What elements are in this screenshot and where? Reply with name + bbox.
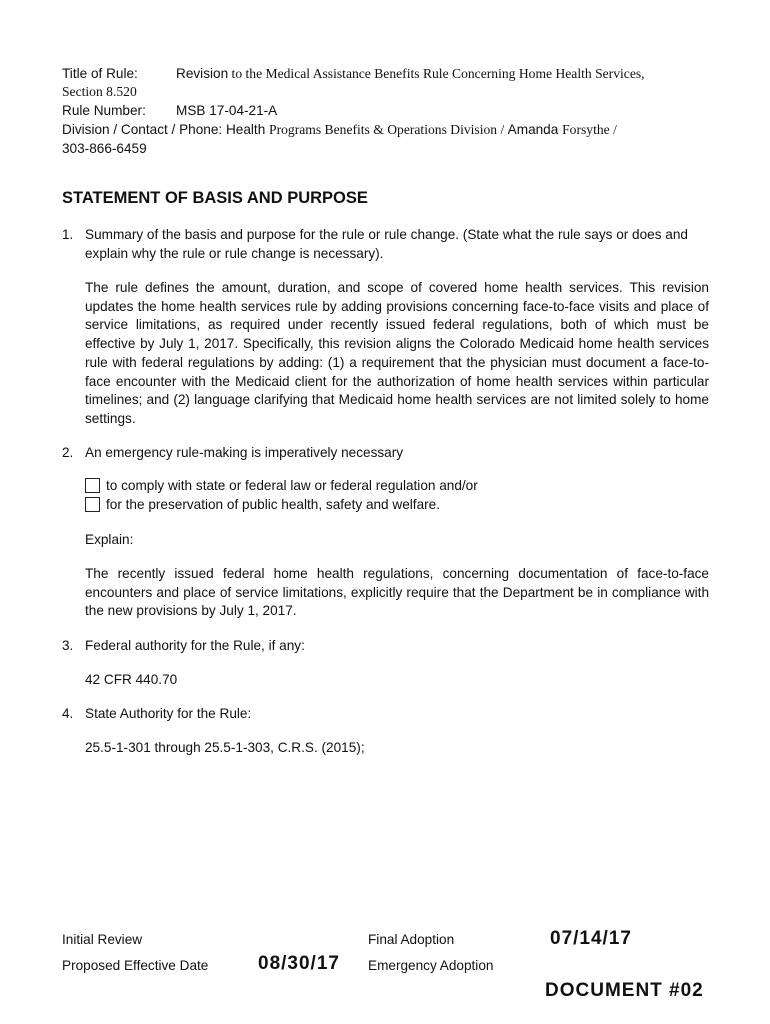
title-of-rule-label: Title of Rule: xyxy=(62,66,138,81)
division-value-a: Health xyxy=(222,122,270,137)
comply-checkbox-label: to comply with state or federal law or federal regulation and/or xyxy=(106,478,478,493)
title-of-rule-line xyxy=(62,64,645,83)
title-of-rule-value-a: Revision xyxy=(176,66,229,81)
item-4-question: State Authority for the Rule: xyxy=(85,706,252,721)
comply-checkbox[interactable] xyxy=(85,478,100,493)
item-1-number: 1. xyxy=(62,227,74,242)
explain-label: Explain: xyxy=(85,532,134,547)
rule-number-label: Rule Number: xyxy=(62,103,146,118)
emergency-adoption-label: Emergency Adoption xyxy=(368,958,494,973)
item-3-number: 3. xyxy=(62,638,74,653)
item-2-question: An emergency rule-making is imperatively necessary xyxy=(85,445,404,460)
final-adoption-date: 07/14/17 xyxy=(550,928,632,949)
item-4 xyxy=(62,705,712,724)
item-2 xyxy=(62,444,712,463)
initial-review-label: Initial Review xyxy=(62,932,143,947)
rule-number-line xyxy=(62,101,277,120)
item-3-question: Federal authority for the Rule, if any: xyxy=(85,638,305,653)
preservation-checkbox-label: for the preservation of public health, safety and welfare. xyxy=(106,497,440,512)
checkbox-row-comply[interactable] xyxy=(85,477,478,495)
division-value-c: Amanda xyxy=(507,122,563,137)
item-2-number: 2. xyxy=(62,445,74,460)
rule-number-value: MSB 17-04-21-A xyxy=(176,103,278,118)
item-1-question: Summary of the basis and purpose for the rule or rule change. (State what the rule says or does and explain why the rule or rule change is necessary). xyxy=(85,227,688,261)
division-line xyxy=(62,120,617,139)
statement-title: STATEMENT OF BASIS AND PURPOSE xyxy=(62,189,368,207)
contact-phone: 303-866-6459 xyxy=(62,141,147,156)
preservation-checkbox[interactable] xyxy=(85,497,100,512)
proposed-effective-label: Proposed Effective Date xyxy=(62,958,209,973)
item-1 xyxy=(62,226,712,263)
title-of-rule-value-b: to the Medical Assistance Benefits Rule Concerning Home Health Services, xyxy=(228,66,645,81)
item-3-answer: 42 CFR 440.70 xyxy=(85,672,178,687)
item-4-answer: 25.5-1-301 through 25.5-1-303, C.R.S. (2015); xyxy=(85,740,365,755)
checkbox-row-preservation[interactable] xyxy=(85,496,440,514)
final-adoption-label: Final Adoption xyxy=(368,932,455,947)
item-4-number: 4. xyxy=(62,706,74,721)
division-value-b: Programs Benefits & Operations Division / xyxy=(269,122,508,137)
item-2-answer: The recently issued federal home health regulations, concerning documentation of face-to-face encounters and place of service limitations, explicitly require that the Department be in compliance with the new provisions by July 1, 2017. xyxy=(85,566,709,619)
division-label: Division / Contact / Phone: xyxy=(62,122,223,137)
item-1-answer: The rule defines the amount, duration, and scope of covered home health services. This revision updates the home health services rule by adding provisions concerning face-to-face visits and place of service limitations, as required under recently issued federal regulations, both of which must be effective by July 1, 2017. Specifically, this revision aligns the Colorado Medicaid home health services rule with federal regulations by adding: (1) a requirement that the physician must document a face-to-face encounter with the Medicaid client for the authorization of home health services within particular timelines; and (2) language clarifying that Medicaid home health services are not limited solely to home settings. xyxy=(85,280,709,426)
proposed-effective-date: 08/30/17 xyxy=(258,953,340,974)
title-of-rule-section: Section 8.520 xyxy=(62,84,137,99)
item-3 xyxy=(62,637,712,656)
document-number: DOCUMENT #02 xyxy=(545,980,704,1001)
division-value-d: Forsythe / xyxy=(562,122,617,137)
